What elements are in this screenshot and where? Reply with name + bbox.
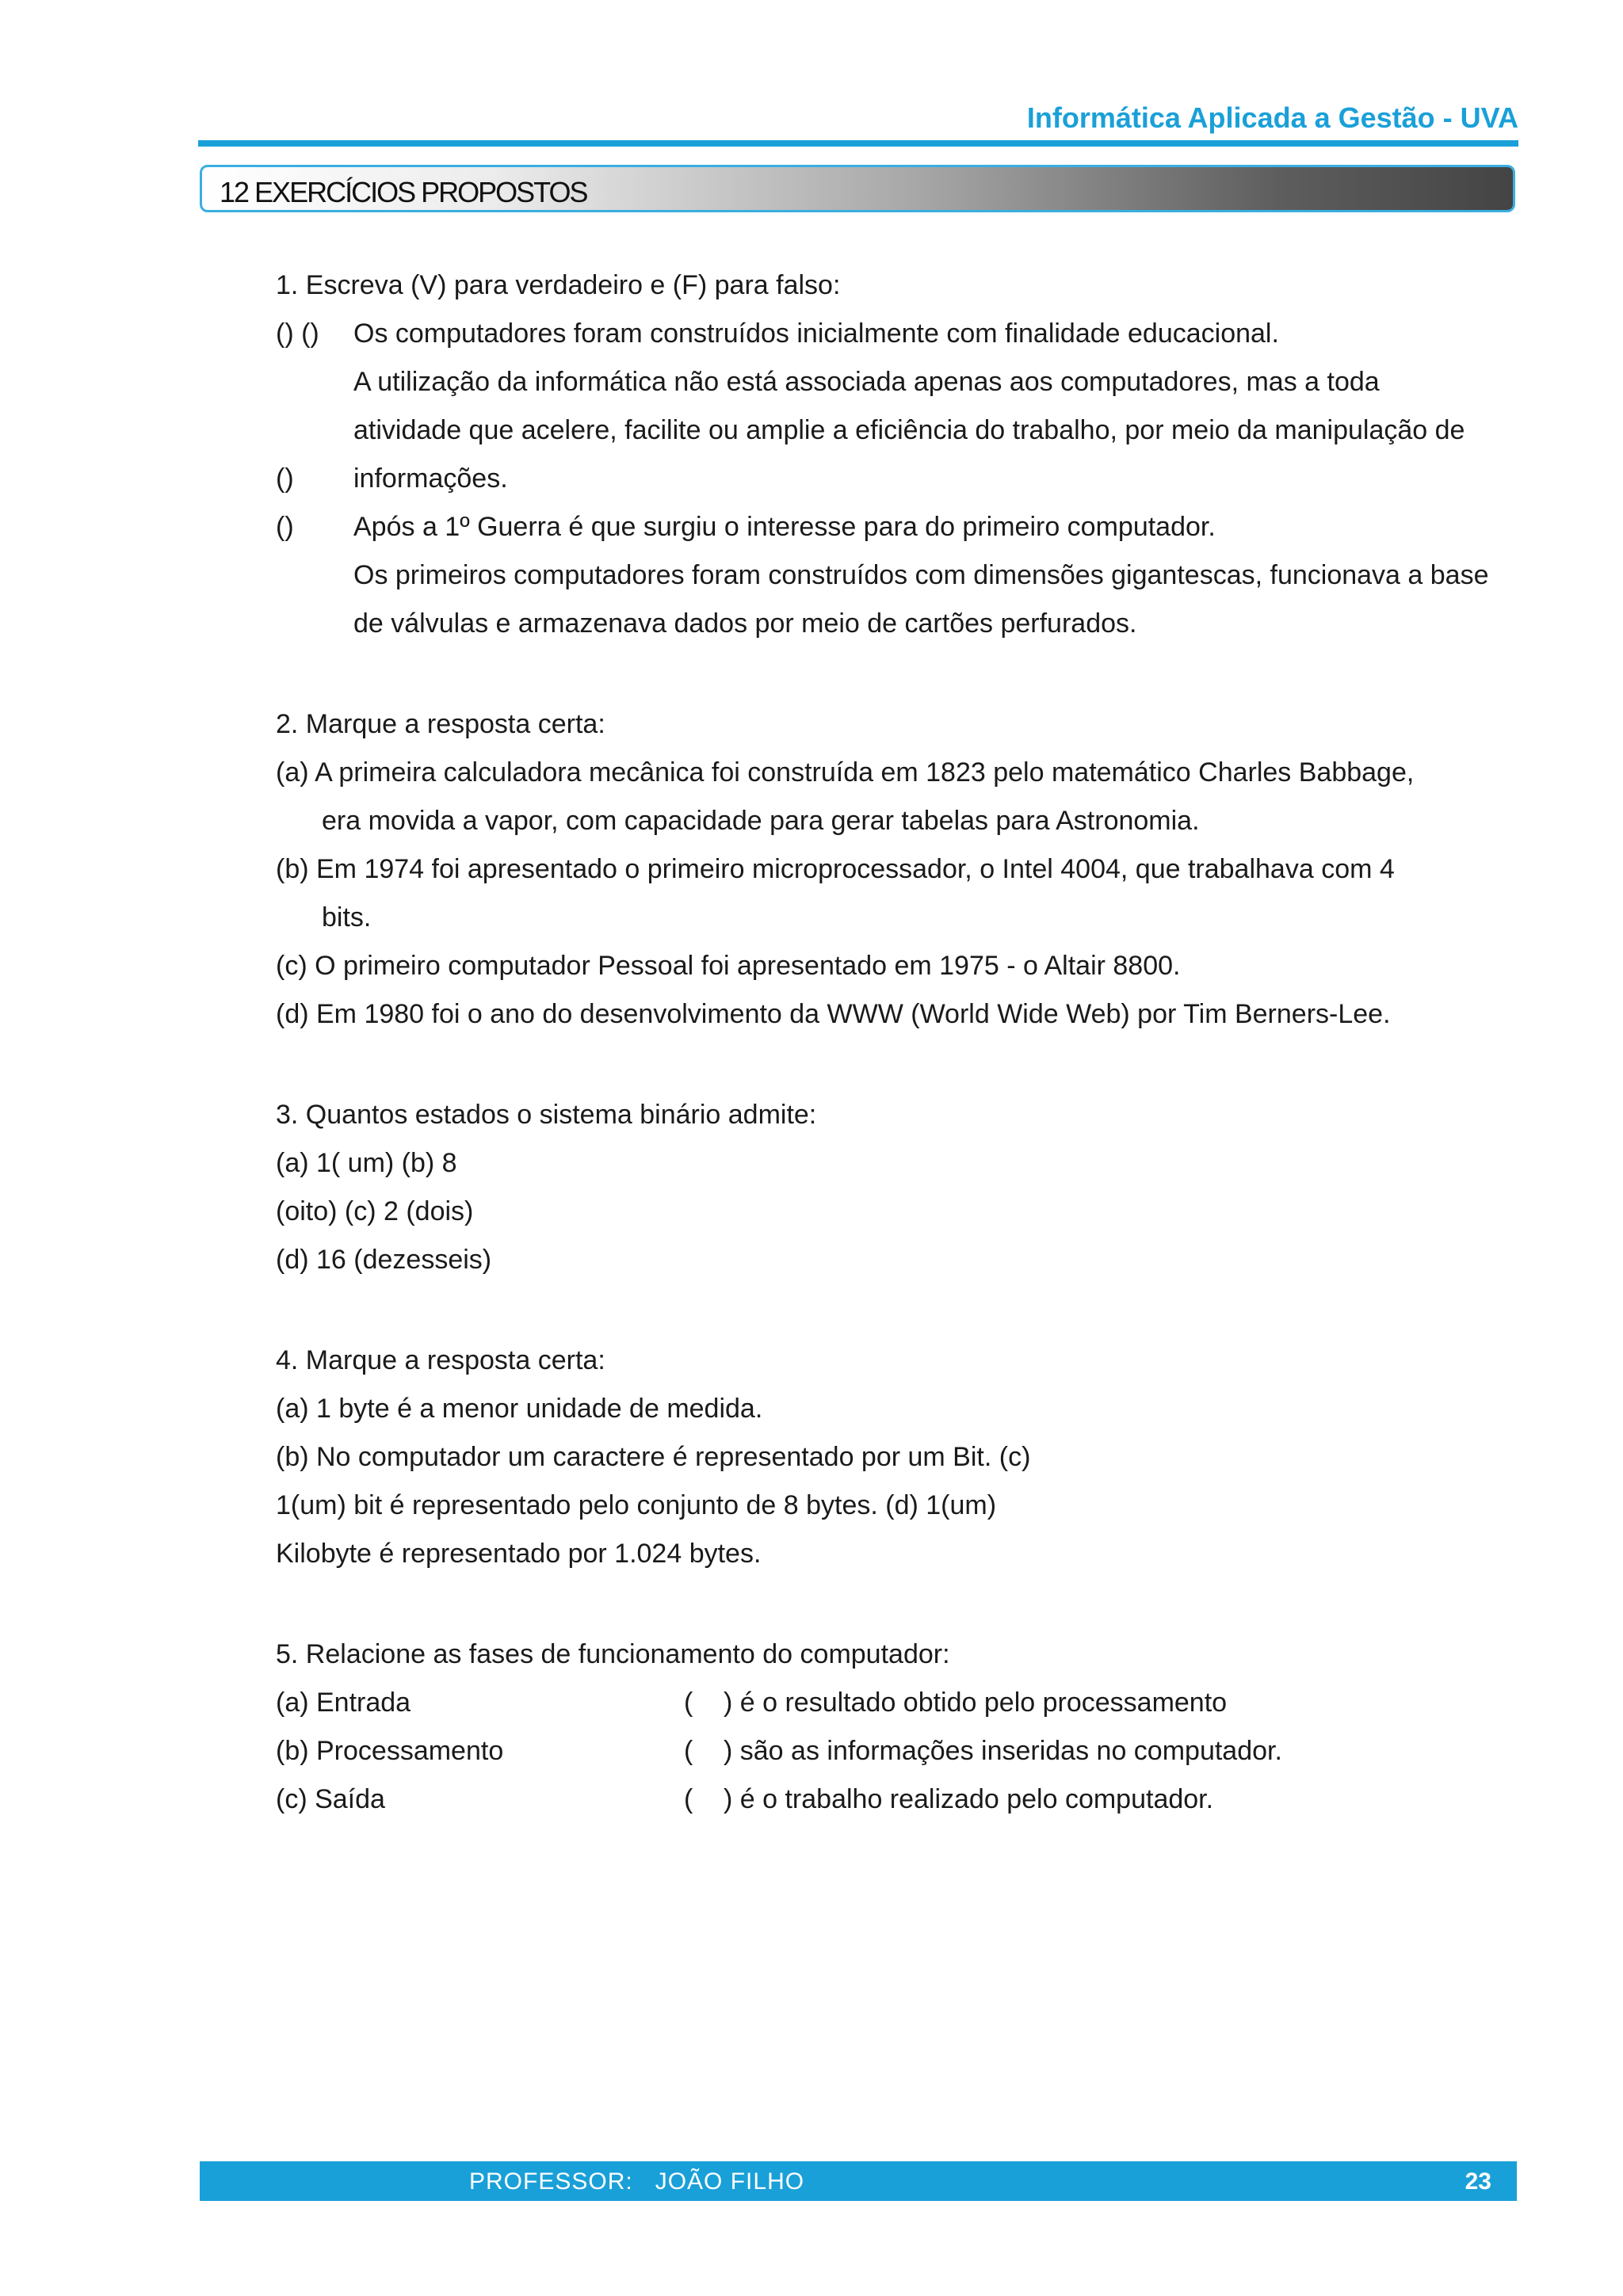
phase-description: ) é o resultado obtido pelo processamento [724,1688,1228,1718]
question-4-title: 4. Marque a resposta certa: [276,1345,605,1375]
question-2-title: 2. Marque a resposta certa: [276,709,605,739]
relation-row [276,1775,1528,1824]
statement-line: de válvulas e armazenava dados por meio de cartões perfurados. [353,608,1137,639]
statement-line: Os primeiros computadores foram construídos com dimensões gigantescas, funcionava a base [353,560,1489,590]
statement-line: A utilização da informática não está associada apenas aos computadores, mas a toda [353,367,1380,397]
options-line: (d) 16 (dezesseis) [276,1245,492,1275]
answer-mark: () [276,512,294,542]
options-line: 1(um) bit é representado pelo conjunto de 8 bytes. (d) 1(um) [276,1490,997,1520]
phase-label: (a) Entrada [276,1688,411,1718]
question-1-item [276,503,1528,648]
question-3-title: 3. Quantos estados o sistema binário admite: [276,1100,817,1130]
statement-line: informações. [353,463,508,494]
section-title: 12 EXERCÍCIOS PROPOSTOS [220,176,587,208]
section-banner [200,165,1515,212]
header-divider [198,140,1518,147]
phase-label: (b) Processamento [276,1736,504,1766]
option-a-line: (a) A primeira calculadora mecânica foi construída em 1823 pelo matemático Charles Babbage, [276,757,1415,788]
option-a-line: era movida a vapor, com capacidade para gerar tabelas para Astronomia. [322,806,1200,836]
answer-mark: () [276,463,294,494]
statement-line: atividade que acelere, facilite ou amplie a eficiência do trabalho, por meio da manipulação de [353,415,1465,445]
phase-description: ) são as informações inseridas no computador. [724,1736,1282,1766]
options-line: (a) 1 byte é a menor unidade de medida. [276,1394,763,1424]
question-1-title: 1. Escreva (V) para verdadeiro e (F) para falso: [276,270,841,300]
option-b-line: (b) Em 1974 foi apresentado o primeiro microprocessador, o Intel 4004, que trabalhava com 4 [276,854,1395,884]
answer-blank: ( [684,1688,693,1718]
statement-line: Os computadores foram construídos inicialmente com finalidade educacional. [353,318,1279,349]
option-b-line: bits. [322,902,372,933]
options-line: (b) No computador um caractere é representado por um Bit. (c) [276,1442,1031,1472]
option-c-line: (c) O primeiro computador Pessoal foi apresentado em 1975 - o Altair 8800. [276,951,1181,981]
relation-row [276,1727,1528,1775]
option-d-line: (d) Em 1980 foi o ano do desenvolvimento da WWW (World Wide Web) por Tim Berners-Lee. [276,999,1391,1029]
exercise-content [276,261,1528,1824]
answer-blank: ( [684,1736,693,1766]
relation-row [276,1679,1528,1727]
phase-label: (c) Saída [276,1784,385,1814]
question-1-item [276,310,1528,455]
answer-mark: () () [276,318,319,349]
footer-professor: PROFESSOR: JOÃO FILHO [469,2168,805,2195]
footer-bar [200,2161,1517,2201]
question-1-item [276,455,1528,503]
options-line: Kilobyte é representado por 1.024 bytes. [276,1539,762,1569]
page-number: 23 [1465,2168,1491,2195]
options-line: (a) 1( um) (b) 8 [276,1148,457,1178]
statement-line: Após a 1º Guerra é que surgiu o interesse para do primeiro computador. [353,512,1216,542]
answer-blank: ( [684,1784,693,1814]
header-title: Informática Aplicada a Gestão - UVA [1026,101,1518,134]
options-line: (oito) (c) 2 (dois) [276,1196,474,1226]
phase-description: ) é o trabalho realizado pelo computador. [724,1784,1214,1814]
question-5-title: 5. Relacione as fases de funcionamento do computador: [276,1639,950,1669]
